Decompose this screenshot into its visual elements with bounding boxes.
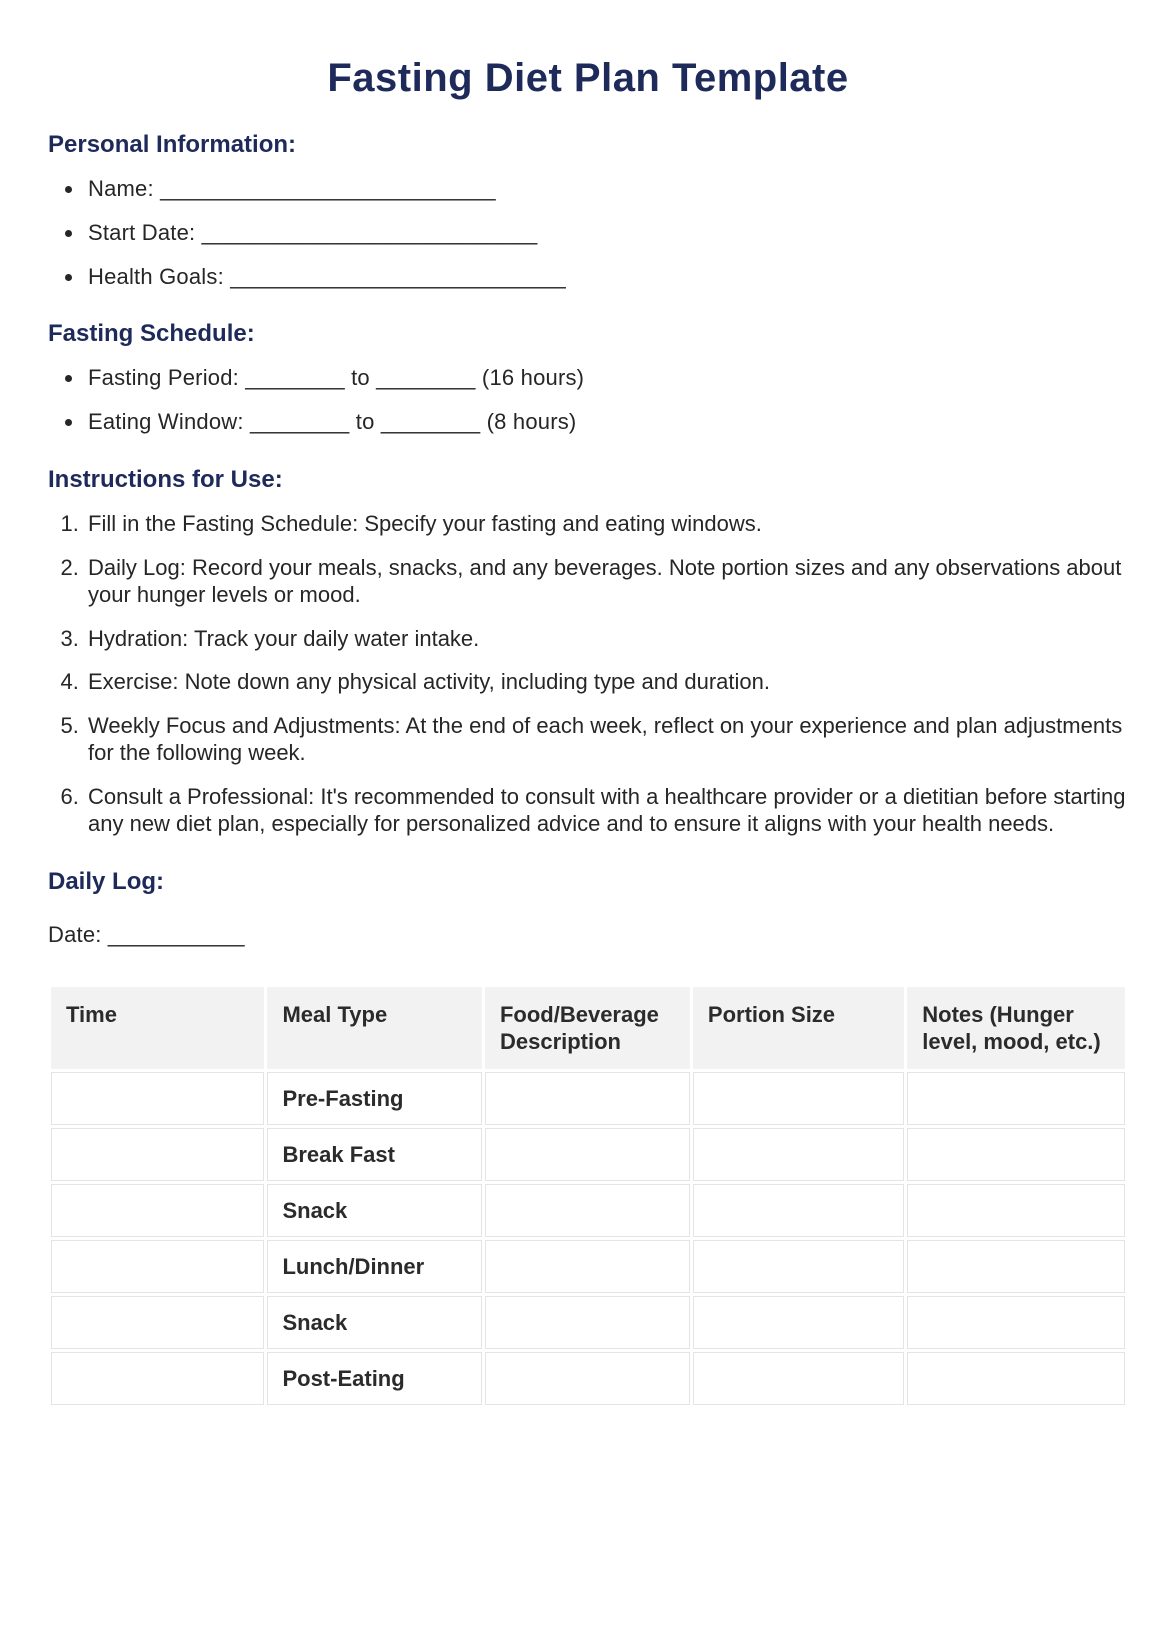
table-row-post-eating (51, 1352, 1125, 1405)
instruction-item-1: 1. Fill in the Fasting Schedule: Specify your fasting and eating windows. (85, 511, 1128, 538)
cell-food-beverage (485, 1128, 690, 1181)
cell-notes (907, 1352, 1125, 1405)
cell-food-beverage (485, 1352, 690, 1405)
daily-log-table (48, 984, 1128, 1409)
table-header-row (51, 987, 1125, 1070)
cell-notes (907, 1296, 1125, 1349)
personal-information-list (48, 176, 1128, 290)
cell-portion-size (693, 1128, 904, 1181)
cell-portion-size (693, 1296, 904, 1349)
cell-time (51, 1296, 264, 1349)
cell-meal-type: Snack (267, 1296, 482, 1349)
table-row-snack-1 (51, 1184, 1125, 1237)
cell-food-beverage (485, 1296, 690, 1349)
cell-food-beverage (485, 1072, 690, 1125)
cell-meal-type: Snack (267, 1184, 482, 1237)
cell-time (51, 1240, 264, 1293)
cell-time (51, 1184, 264, 1237)
cell-meal-type: Lunch/Dinner (267, 1240, 482, 1293)
instruction-item-5: 5. Weekly Focus and Adjustments: At the end of each week, reflect on your experience and plan adjustments for the following week. (85, 713, 1128, 767)
header-cell-food-beverage-description: Food/Beverage Description (485, 987, 690, 1070)
table-row-snack-2 (51, 1296, 1125, 1349)
daily-log-heading: Daily Log: (48, 867, 165, 895)
personal-info-item-name: • Name: ___________________________ (85, 176, 1128, 203)
instruction-item-4: 4. Exercise: Note down any physical activity, including type and duration. (85, 669, 1128, 696)
table-row-pre-fasting (51, 1072, 1125, 1125)
fasting-schedule-item-eating-window: • Eating Window: ________ to ________ (8 hours) (85, 409, 1128, 436)
daily-log-date-line: Date: ___________ (48, 921, 245, 947)
header-cell-meal-type: Meal Type (267, 987, 482, 1070)
header-cell-notes: Notes (Hunger level, mood, etc.) (907, 987, 1125, 1070)
cell-notes (907, 1128, 1125, 1181)
cell-time (51, 1352, 264, 1405)
cell-portion-size (693, 1072, 904, 1125)
instructions-heading: Instructions for Use: (48, 466, 283, 494)
instruction-item-3: 3. Hydration: Track your daily water intake. (85, 626, 1128, 653)
fasting-schedule-list (48, 365, 1128, 436)
instruction-item-2: 2. Daily Log: Record your meals, snacks, and any beverages. Note portion sizes and any observations about your hunger levels or mood. (85, 555, 1128, 609)
fasting-schedule-heading: Fasting Schedule: (48, 320, 255, 348)
personal-info-item-start-date: • Start Date: ___________________________ (85, 220, 1128, 247)
cell-notes (907, 1240, 1125, 1293)
cell-portion-size (693, 1352, 904, 1405)
table-row-lunch-dinner (51, 1240, 1125, 1293)
header-cell-time: Time (51, 987, 264, 1070)
header-cell-portion-size: Portion Size (693, 987, 904, 1070)
cell-food-beverage (485, 1184, 690, 1237)
cell-meal-type: Post-Eating (267, 1352, 482, 1405)
cell-time (51, 1128, 264, 1181)
personal-information-heading: Personal Information: (48, 131, 297, 158)
cell-portion-size (693, 1240, 904, 1293)
instruction-item-6: 6. Consult a Professional: It's recommended to consult with a healthcare provider or a dietitian before starting any new diet plan, especially for personalized advice and to ensure it aligns with your health needs. (85, 784, 1128, 838)
personal-info-item-health-goals: • Health Goals: ___________________________ (85, 264, 1128, 291)
cell-notes (907, 1184, 1125, 1237)
page-title: Fasting Diet Plan Template (327, 56, 849, 100)
table-row-break-fast (51, 1128, 1125, 1181)
instructions-list (48, 511, 1128, 837)
cell-meal-type: Break Fast (267, 1128, 482, 1181)
fasting-schedule-item-fasting-period: • Fasting Period: ________ to ________ (16 hours) (85, 365, 1128, 392)
cell-portion-size (693, 1184, 904, 1237)
cell-food-beverage (485, 1240, 690, 1293)
cell-notes (907, 1072, 1125, 1125)
cell-meal-type: Pre-Fasting (267, 1072, 482, 1125)
cell-time (51, 1072, 264, 1125)
